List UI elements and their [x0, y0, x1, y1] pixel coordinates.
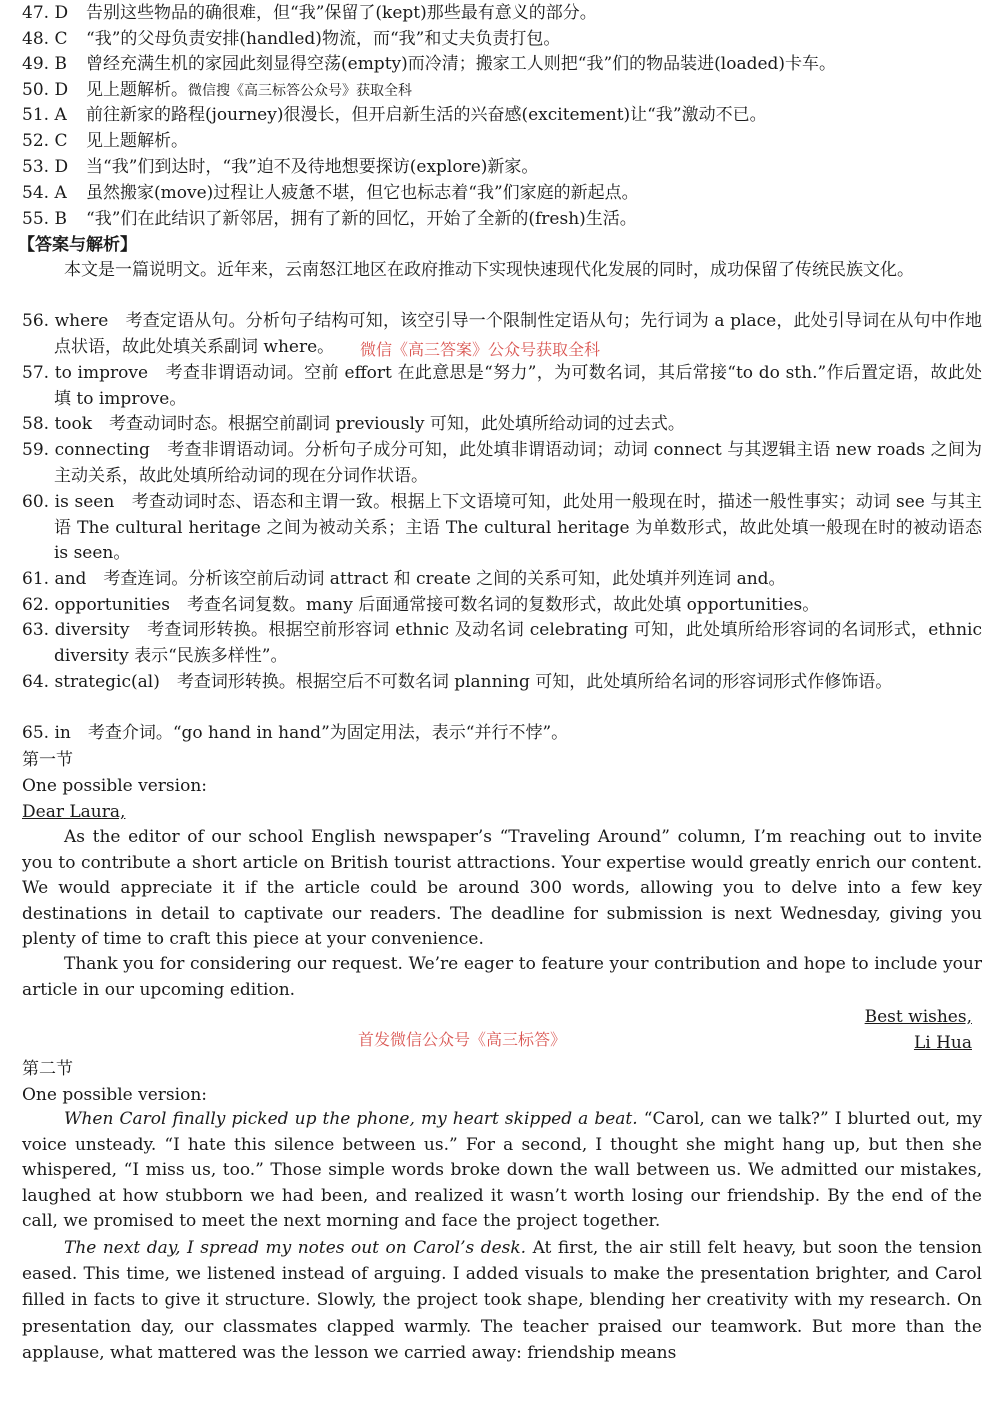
section-heading: 【答案与解析】	[18, 235, 137, 255]
part2-heading: 第二节	[22, 1059, 73, 1079]
answer-50-note: 微信搜《高三标答公众号》获取全科	[188, 83, 412, 99]
answer-48: 48. C “我”的父母负责安排(handled)物流，而“我”和丈夫负责打包。	[22, 29, 561, 49]
answer-54: 54. A 虽然搬家(move)过程让人疲惫不堪，但它也标志着“我”们家庭的新起点。	[22, 183, 639, 203]
grammar-62: 62. opportunities 考查名词复数。many 后面通常接可数名词的复数形式，故此处填 opportunities。	[22, 595, 820, 615]
grammar-61: 61. and 考查连词。分析该空前后动词 attract 和 create 之间的关系可知，此处填并列连词 and。	[22, 569, 786, 589]
watermark-1: 微信《高三答案》公众号获取全科	[360, 340, 601, 359]
grammar-63: 63. diversity 考查词形转换。根据空前形容词 ethnic 及动名词 celebrating 可知，此处填所给形容词的名词形式，ethnic diversity 表示“民族多样性”。	[22, 620, 982, 666]
letter-closing: Best wishes,	[864, 1007, 972, 1027]
letter-signature: Li Hua	[913, 1033, 972, 1053]
grammar-56: 56. where 考查定语从句。分析句子结构可知，该空引导一个限制性定语从句；先行词为 a place，此处引导词在从句中作地点状语，故此处填关系副词 where。	[22, 311, 983, 357]
part1-label: One possible version:	[22, 776, 207, 796]
part1-heading: 第一节	[22, 750, 73, 770]
part2-label: One possible version:	[22, 1085, 207, 1105]
grammar-64: 64. strategic(al) 考查词形转换。根据空后不可数名词 planning 可知，此处填所给名词的形容词形式作修饰语。	[22, 672, 893, 692]
answer-52: 52. C 见上题解析。	[22, 131, 188, 151]
grammar-59: 59. connecting 考查非谓语动词。分析句子成分可知，此处填非谓语动词；动词 connect 与其逻辑主语 new roads 之间为主动关系，故此处填所给动词的现在分词作状语。	[22, 440, 983, 486]
grammar-57: 57. to improve 考查非谓语动词。空前 effort 在此意思是“努力”，为可数名词，其后常接“to do sth.”作后置定语，故此处填 to improve。	[22, 363, 983, 409]
letter-paragraph-2: Thank you for considering our request. We’re eager to feature your contribution and hope to include your article in our upcoming edition.	[22, 954, 982, 1000]
answer-47: 47. D 告别这些物品的确很难，但“我”保留了(kept)那些最有意义的部分。	[22, 3, 597, 23]
letter-paragraph-1: As the editor of our school English newspaper’s “Traveling Around” column, I’m reaching out to invite you to contribute a short article on British tourist attractions. Your expertise would greatly enrich our content. We would appreciate it if the article could be around 300 words, allowing you to delve into a few key destinations in detail to captivate our readers. The deadline for submission is next Wednesday, giving you plenty of time to craft this piece at your convenience.	[22, 827, 982, 950]
answer-53: 53. D 当“我”们到达时，“我”迫不及待地想要探访(explore)新家。	[22, 157, 539, 177]
grammar-60: 60. is seen 考查动词时态、语态和主谓一致。根据上下文语境可知，此处用一般现在时，描述一般性事实；动词 see 与其主语 The cultural heritage 之间为被动关系；主语 The cultural heritage 为单数形式，故此处填一般现在时的被动语态 is seen。	[22, 492, 982, 564]
answer-55: 55. B “我”们在此结识了新邻居，拥有了新的回忆，开始了全新的(fresh)生活。	[22, 209, 637, 229]
answer-50: 50. D 见上题解析。微信搜《高三标答公众号》获取全科	[22, 80, 412, 100]
answer-49: 49. B 曾经充满生机的家园此刻显得空荡(empty)而冷清；搬家工人则把“我”们的物品装进(loaded)卡车。	[22, 54, 837, 74]
grammar-65: 65. in 考查介词。“go hand in hand”为固定用法，表示“并行不悖”。	[22, 723, 569, 743]
intro-paragraph: 本文是一篇说明文。近年来，云南怒江地区在政府推动下实现快速现代化发展的同时，成功保留了传统民族文化。	[64, 260, 914, 280]
story-paragraph-1: When Carol finally picked up the phone, my heart skipped a beat. “Carol, can we talk?” I blurted out, my voice unsteady. “I hate this silence between us.” For a second, I thought she might hang up, but then she whispered, “I miss us, too.” Those simple words broke down the wall between us. We admitted our mistakes, laughed at how stubborn we had been, and realized it wasn’t worth losing our friendship. By the end of the call, we promised to meet the next morning and face the project together.	[22, 1109, 982, 1232]
answer-51: 51. A 前往新家的路程(journey)很漫长，但开启新生活的兴奋感(excitement)让“我”激动不已。	[22, 105, 767, 125]
story-paragraph-2: The next day, I spread my notes out on Carol’s desk. At first, the air still felt heavy, but soon the tension eased. This time, we listened instead of arguing. I added visuals to make the presentation brighter, and Carol filled in facts to give it structure. Slowly, the project took shape, blending her creativity with my research. On presentation day, our classmates clapped warmly. The teacher praised our teamwork. But more than the applause, what mattered was the lesson we carried away: friendship means	[22, 1238, 982, 1363]
watermark-2: 首发微信公众号《高三标答》	[358, 1030, 567, 1049]
grammar-58: 58. took 考查动词时态。根据空前副词 previously 可知，此处填所给动词的过去式。	[22, 414, 685, 434]
letter-salutation: Dear Laura,	[22, 802, 126, 822]
